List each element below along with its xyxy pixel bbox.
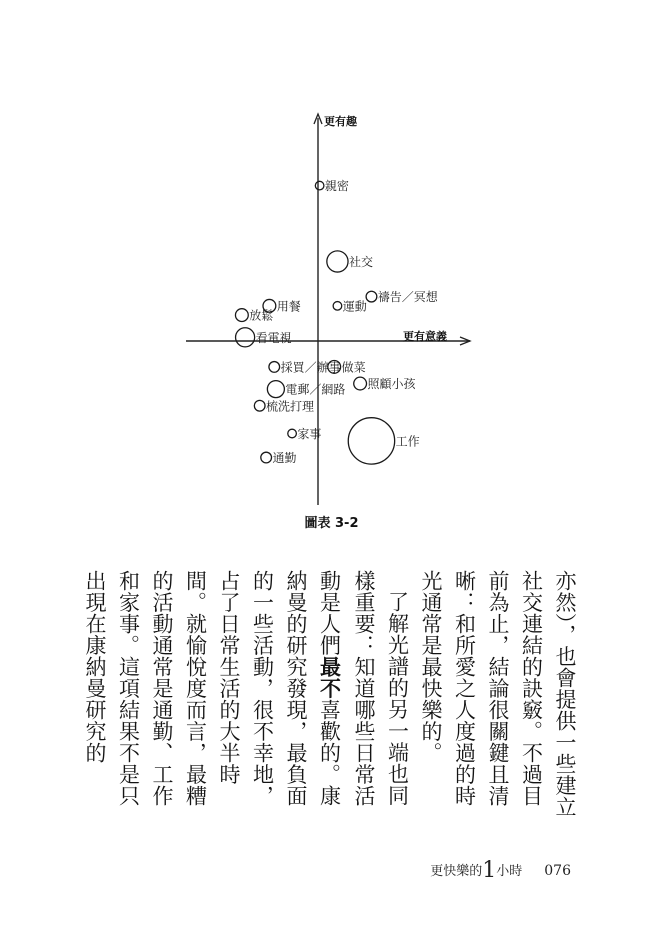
body-text (78, 570, 582, 820)
chart-points (235, 178, 438, 465)
point-4 (333, 302, 342, 311)
point-3 (366, 291, 377, 302)
point-7 (236, 328, 255, 347)
paragraph-2 (78, 570, 414, 820)
point-label-5: 用餐 (276, 299, 301, 314)
point-2 (327, 251, 348, 272)
book-title-pre: 更快樂的 (430, 864, 483, 879)
point-label-14: 通勤 (272, 451, 297, 466)
page-number: 076 (544, 863, 571, 879)
point-12 (254, 400, 265, 411)
page-footer (430, 858, 571, 883)
point-label-8: 採買／辦事 (280, 360, 341, 375)
book-title-number: 1 (482, 858, 497, 883)
point-1 (315, 181, 324, 190)
chart-axes (186, 114, 470, 505)
point-label-13: 家事 (297, 427, 322, 441)
point-13 (288, 429, 297, 438)
point-label-9: 做菜 (341, 360, 366, 375)
paragraph-2-part-b: 喜歡的。康納曼的研究發現，最負面的一些活動，很不幸地，占了日常生活的大半時間。就愉悅度而言，最糟的活動通常是通勤、工作和家事。這項結果不是只出現在康納曼研究的 (83, 570, 342, 807)
paragraph-2-part-a: 了解光譜的另一端也同樣重要：知道哪些日常活動是人們 (317, 570, 410, 807)
point-11 (267, 381, 284, 398)
paragraph-1: 亦然），也會提供一些建立社交連結的訣竅。不過目前為止，結論很關鍵且清晰：和所愛之人度過的時光通常是最快樂的。 (419, 570, 577, 818)
point-8 (269, 362, 280, 373)
point-label-2: 社交 (349, 254, 374, 269)
point-label-3: 禱告／冥想 (377, 290, 438, 305)
x-axis-label: 更有意義 (403, 330, 447, 343)
chart-caption: 圖表 3-2 (304, 516, 359, 531)
point-label-15: 工作 (395, 434, 420, 449)
book-title-post: 小時 (496, 864, 523, 879)
paragraph-2-emphasis: 最不 (317, 656, 343, 699)
point-label-10: 照顧小孩 (367, 377, 416, 392)
point-15 (348, 418, 394, 464)
point-6 (235, 309, 248, 322)
point-label-4: 運動 (342, 299, 367, 314)
point-label-7: 看電視 (255, 330, 292, 345)
point-label-6: 放鬆 (249, 308, 274, 323)
point-10 (354, 377, 367, 390)
point-14 (261, 452, 272, 463)
point-label-11: 電郵／網路 (285, 382, 346, 397)
point-label-1: 親密 (324, 179, 349, 194)
point-label-12: 梳洗打理 (266, 399, 315, 414)
y-axis-label: 更有趣 (324, 115, 357, 128)
